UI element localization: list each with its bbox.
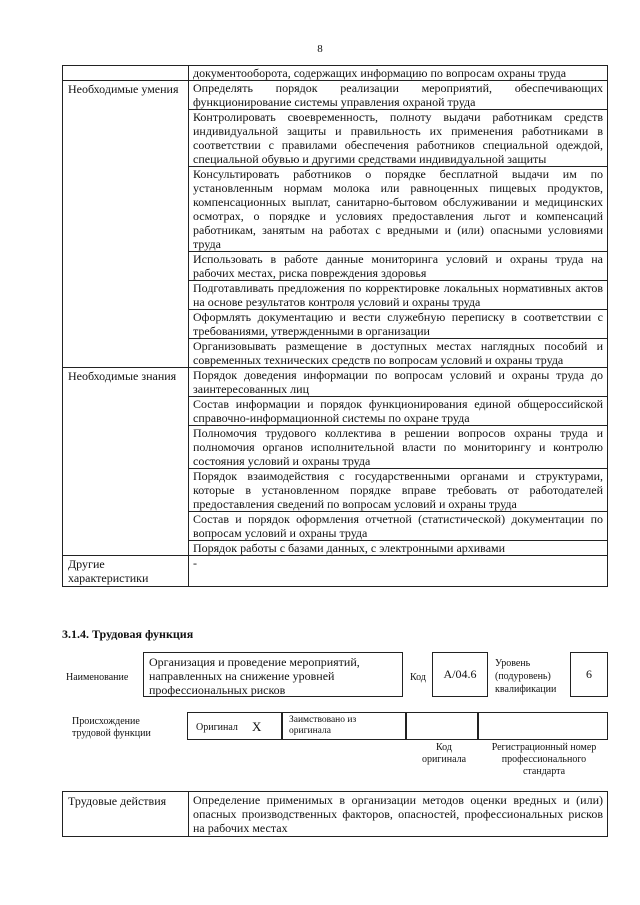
table-row: [63, 556, 608, 587]
original-mark: X: [252, 719, 262, 734]
function-name-box: Организация и проведение мероприятий, направленных на снижение уровней профессиональных рисков: [143, 652, 403, 697]
level-label: Уровень (подуровень) квалификации: [495, 658, 557, 695]
reg-number-box: [478, 712, 608, 740]
level-value-box: [570, 652, 608, 697]
knowledge-item: Порядок работы с базами данных, с электронными архивами: [189, 541, 608, 556]
skill-item: Определять порядок реализации мероприятий, обеспечивающих функционирование системы управления охраной труда: [189, 81, 608, 110]
actions-label: Трудовые действия: [63, 792, 189, 837]
name-label: Наименование: [66, 672, 129, 683]
section-title: 3.1.4. Трудовая функция: [62, 627, 194, 641]
knowledge-item: Состав и порядок оформления отчетной (статистической) документации по вопросам условий и охраны труда: [189, 512, 608, 541]
knowledge-item: Полномочия трудового коллектива в решении вопросов охраны труда и полномочия органов исполнительной власти по мониторингу и контролю состояния условий и охраны труда: [189, 426, 608, 469]
code-value-box: [432, 652, 488, 697]
skill-item: Подготавливать предложения по корректировке локальных нормативных актов на основе результатов контроля условий и охраны труда: [189, 281, 608, 310]
other-label: Другие характеристики: [63, 556, 189, 587]
code-original-caption: Код оригинала: [421, 742, 467, 765]
table-row: [63, 368, 608, 397]
actions-table: [62, 791, 608, 837]
skill-item: Консультировать работников о порядке бесплатной выдачи им по установленным нормам молока или равноценных пищевых продуктов, компенсационных выплат, санитарно-бытовом обслуживании и медицинских осмотрах, о порядке и условиях предоставления льгот и компенсаций работникам, занятым на работах с вредными и (или) опасными условиями труда: [189, 167, 608, 252]
table-row: [63, 81, 608, 110]
skill-item: Использовать в работе данные мониторинга условий и охраны труда на рабочих местах, риска повреждения здоровья: [189, 252, 608, 281]
reg-number-caption: Регистрационный номер профессионального стандарта: [491, 742, 597, 777]
requirements-table: [62, 65, 608, 587]
knowledge-label: Необходимые знания: [63, 368, 189, 556]
origin-label: Происхождение трудовой функции: [72, 716, 151, 739]
borrowed-box: [282, 712, 406, 740]
page-number: 8: [317, 43, 323, 55]
original-label: Оригинал: [196, 722, 238, 733]
table-row: [63, 792, 608, 837]
table-row: [63, 66, 608, 81]
knowledge-item: Порядок доведения информации по вопросам условий и охраны труда до заинтересованных лиц: [189, 368, 608, 397]
borrowed-label: Заимствовано из оригинала: [289, 715, 357, 736]
code-label: Код: [410, 672, 426, 683]
knowledge-item: Порядок взаимодействия с государственными органами и структурами, которые в установленном порядке вправе требовать от работодателей предоставления сведений по вопросам условий и охраны труда: [189, 469, 608, 512]
skill-item: Контролировать своевременность, полноту выдачи работникам средств индивидуальной защиты и правильность их применения работниками в соответствии с правилами обеспечения работников специальной одеждой, специальной обувью и другими средствами индивидуальной защиты: [189, 110, 608, 167]
knowledge-item: Состав информации и порядок функционирования единой общероссийской справочно-информационной системы по охране труда: [189, 397, 608, 426]
code-value: А/04.6: [443, 667, 477, 681]
other-value: -: [189, 556, 608, 587]
level-value: 6: [586, 667, 592, 681]
code-original-box: [406, 712, 478, 740]
original-box: [187, 712, 282, 740]
actions-value: Определение применимых в организации методов оценки вредных и (или) опасных производственных факторов, опасностей, профессиональных рисков на рабочих местах: [189, 792, 608, 837]
skill-item: Оформлять документацию и вести служебную переписку в соответствии с требованиями, утвержденными в организации: [189, 310, 608, 339]
skill-item: Организовывать размещение в доступных местах наглядных пособий и современных технических средств по вопросам условий и охраны труда: [189, 339, 608, 368]
skills-label: Необходимые умения: [63, 81, 189, 368]
empty-label-cell: [63, 66, 189, 81]
table-cell: документооборота, содержащих информацию по вопросам охраны труда: [189, 66, 608, 81]
